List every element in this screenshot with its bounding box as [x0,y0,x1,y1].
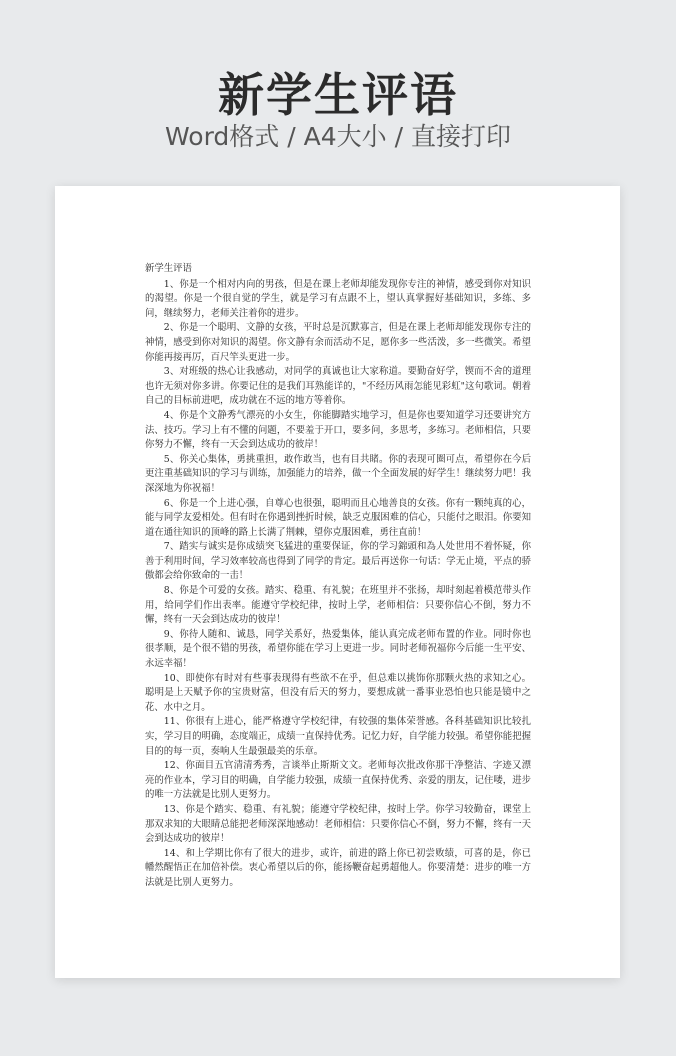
comment-paragraph: 8、你是个可爱的女孩。踏实、稳重、有礼貌；在班里并不张扬，却时刻起着模范带头作用，给同学们作出表率。能遵守学校纪律，按时上学，老师相信：只要你信心不倒，努力不懈，终有一天会到达成功的彼岸！ [145,585,531,626]
comment-paragraph: 2、你是一个聪明、文静的女孩，平时总是沉默寡言，但是在课上老师却能发现你专注的神情，感受到你对知识的渴望。你文静有余而活动不足，愿你多一些活泼，多一些微笑。希望你能再接再厉，百尺竿头更进一步。 [145,322,531,363]
comment-paragraph: 7、踏实与诚实是你成绩突飞猛进的重要保证，你的学习錦頭和為人处世用不着怀疑，你善于利用时间，学习效率较高也得到了同学的肯定。最后再送你一句话：学无止境，平点的骄傲都会给你致命的一击！ [145,541,531,582]
comment-paragraph: 5、你关心集体，勇挑重担，敢作敢当，也有目共睹。你的表现可圈可点，希望你在今后更注重基础知识的学习与训练，加强能力的培养，做一个全面发展的好学生！继续努力吧！我深深地为你祝福！ [145,453,531,494]
comment-paragraph: 10、即使你有时对有些事表现得有些欲不在乎，但总难以挑饰你那颗火热的求知之心。聪明是上天赋予你的宝贵财富，但没有后天的努力，要想成就一番事业恐怕也只能是镜中之花、水中之月。 [145,672,531,713]
banner-subtitle: Word格式 / A4大小 / 直接打印 [165,122,511,151]
comment-paragraph: 9、你待人随和、诚恳，同学关系好，热爱集体，能认真完成老师布置的作业。同时你也很孝顺，是个很不错的男孩，希望你能在学习上更进一步。同时老师祝福你今后能一生平安、永远幸福！ [145,628,531,670]
comment-paragraph: 13、你是个踏实、稳重、有礼貌；能遵守学校纪律，按时上学。你学习较勤奋，课堂上那双求知的大眼睛总能把老师深深地感动！老师相信：只要你信心不倒，努力不懈，终有一天会到达成功的彼岸！ [145,803,531,845]
comment-paragraph: 12、你面目五官清清秀秀，言谈举止斯斯文文。老师每次批改你那干净整洁、字迹又漂亮的作业本，学习目的明确，自学能力较强，成绩一直保持优秀、亲爱的朋友，记住喽，进步的唯一方法就是比别人更努力。 [145,760,531,801]
comment-paragraph: 3、对班级的热心让我感动，对同学的真诚也让大家称道。要勤奋好学，锲而不舍的道理也许无须对你多讲。你要记住的是我们耳熟能详的，"不经历风雨怎能见彩虹"这句歌词。朝着自己的目标前进吧，成功就在不远的地方等着你。 [145,366,531,407]
comment-paragraph: 6、你是一个上进心强，自尊心也很强，聪明而且心地善良的女孩。你有一颗纯真的心，能与同学友爱相处。但有时在你遇到挫折时候，缺乏克服困难的信心，只能付之眼泪。你要知道在通往知识的顶峰的路上长满了荆棘，望你克服困难，勇往直前！ [145,497,531,538]
banner-title: 新学生评语 [218,68,458,122]
document-body [145,262,531,891]
comment-paragraph: 14、和上学期比你有了很大的进步，或许，前进的路上你已初尝败绩，可喜的是，你已幡然醒悟正在加倍补偿。衷心希望以后的你，能扬鞭奋起勇超他人。你要清楚：进步的唯一方法就是比别人更努力。 [145,847,531,888]
document-heading: 新学生评语 [145,263,192,274]
comment-paragraph: 4、你是个文静秀气漂亮的小女生，你能脚踏实地学习，但是你也要知道学习还要讲究方法、技巧。学习上有不懂的问题，不要羞于开口，要多问，多思考，多练习。老师相信，只要你努力不懈，终有一天会到达成功的彼岸！ [145,409,531,451]
comment-paragraph: 11、你很有上进心，能严格遵守学校纪律，有较强的集体荣誉感。各科基础知识比较扎实，学习目的明确，态度端正，成绩一直保持优秀。记忆力好，自学能力较强。希望你能把握目的的每一页，奏响人生最强最美的乐章。 [145,716,531,757]
document-page [55,186,620,978]
comment-paragraph: 1、你是一个相对内向的男孩，但是在课上老师却能发现你专注的神情，感受到你对知识的渴望。你是一个很自觉的学生，就是学习有点跟不上，望认真掌握好基础知识，多练、多问，继续努力，老师关注着你的进步。 [145,278,531,319]
